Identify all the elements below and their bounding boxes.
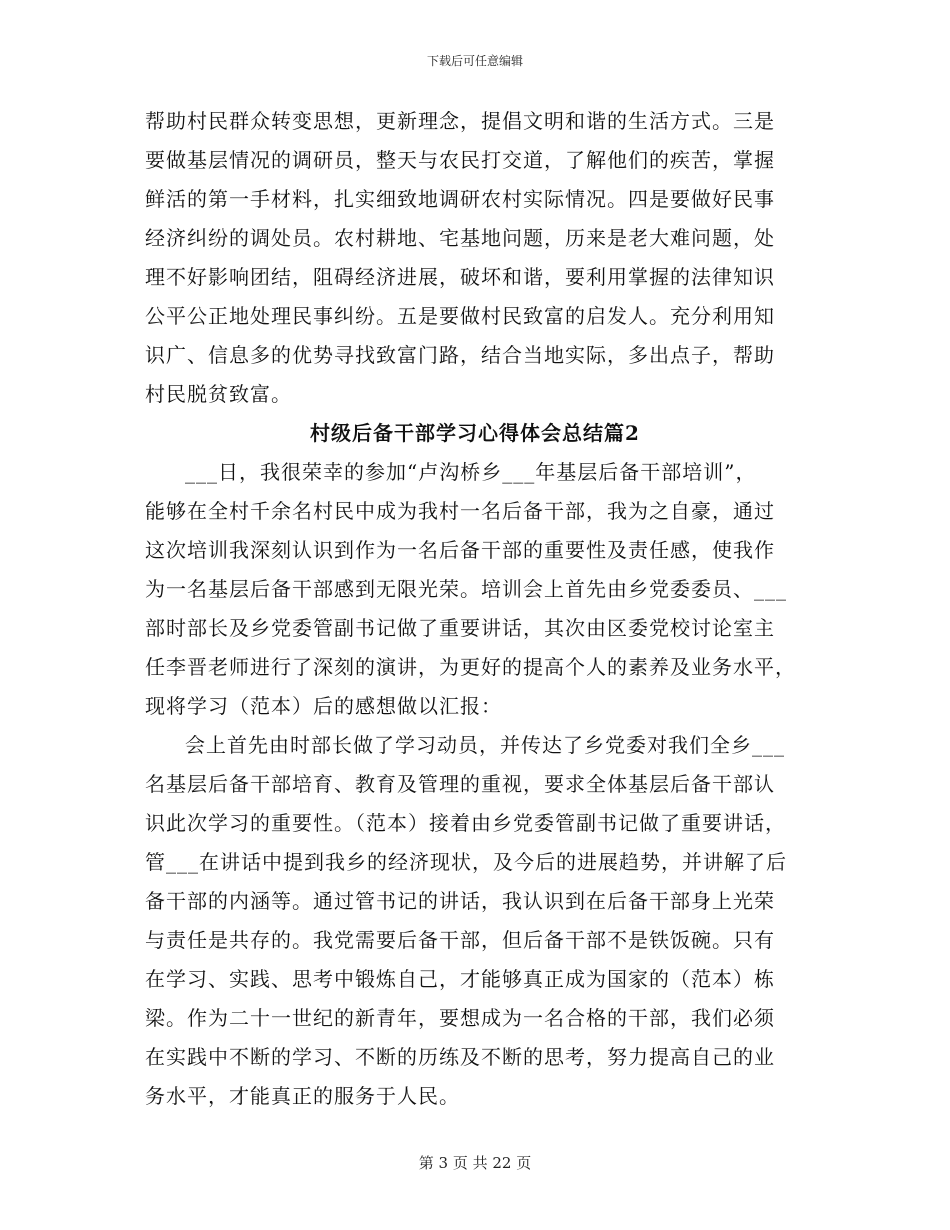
page-footer: 第 3 页 共 22 页 bbox=[418, 1154, 532, 1172]
text-line: 在学习、实践、思考中锻炼自己，才能够真正成为国家的（范本）栋 bbox=[145, 967, 775, 991]
text-line: 任李晋老师进行了深刻的演讲，为更好的提高个人的素养及业务水平， bbox=[145, 655, 796, 679]
text-line: 识此次学习的重要性。（范本）接着由乡党委管副书记做了重要讲话， bbox=[145, 811, 786, 835]
text-line: ___日，我很荣幸的参加“卢沟桥乡___年基层后备干部培训”， bbox=[185, 460, 757, 484]
text-line: 经济纠纷的调处员。农村耕地、宅基地问题，历来是老大难问题，处 bbox=[145, 226, 775, 250]
text-line: 理不好影响团结，阻碍经济进展，破坏和谐，要利用掌握的法律知识 bbox=[145, 265, 775, 289]
text-line: 帮助村民群众转变思想，更新理念，提倡文明和谐的生活方式。三是 bbox=[145, 109, 775, 133]
text-line: 公平公正地处理民事纠纷。五是要做村民致富的启发人。充分利用知 bbox=[145, 304, 775, 328]
text-line: 为一名基层后备干部感到无限光荣。培训会上首先由乡党委委员、___ bbox=[145, 577, 787, 601]
page-header: 下载后可任意编辑 bbox=[426, 54, 523, 68]
text-line: 与责任是共存的。我党需要后备干部，但后备干部不是铁饭碗。只有 bbox=[145, 928, 775, 952]
text-line: 梁。作为二十一世纪的新青年，要想成为一名合格的干部，我们必须 bbox=[145, 1006, 775, 1030]
document-body bbox=[145, 102, 805, 1116]
text-line: 名基层后备干部培育、教育及管理的重视，要求全体基层后备干部认 bbox=[145, 772, 775, 796]
text-line: 村民脱贫致富。 bbox=[145, 382, 292, 406]
text-line: 备干部的内涵等。通过管书记的讲话，我认识到在后备干部身上光荣 bbox=[145, 889, 775, 913]
text-line: 这次培训我深刻认识到作为一名后备干部的重要性及责任感，使我作 bbox=[145, 538, 775, 562]
text-line: 要做基层情况的调研员，整天与农民打交道，了解他们的疾苦，掌握 bbox=[145, 148, 775, 172]
section-heading: 村级后备干部学习心得体会总结篇2 bbox=[310, 421, 640, 445]
text-line: 鲜活的第一手材料，扎实细致地调研农村实际情况。四是要做好民事 bbox=[145, 187, 775, 211]
text-line: 管___在讲话中提到我乡的经济现状，及今后的进展趋势，并讲解了后 bbox=[145, 850, 787, 874]
text-line: 会上首先由时部长做了学习动员，并传达了乡党委对我们全乡___ bbox=[185, 733, 785, 757]
text-line: 部时部长及乡党委管副书记做了重要讲话，其次由区委党校讨论室主 bbox=[145, 616, 775, 640]
text-line: 在实践中不断的学习、不断的历练及不断的思考，努力提高自己的业 bbox=[145, 1045, 775, 1069]
text-line: 能够在全村千余名村民中成为我村一名后备干部，我为之自豪，通过 bbox=[145, 499, 775, 523]
text-line: 务水平，才能真正的服务于人民。 bbox=[145, 1084, 460, 1108]
text-line: 现将学习（范本）后的感想做以汇报： bbox=[145, 694, 502, 718]
text-line: 识广、信息多的优势寻找致富门路，结合当地实际，多出点子，帮助 bbox=[145, 343, 775, 367]
